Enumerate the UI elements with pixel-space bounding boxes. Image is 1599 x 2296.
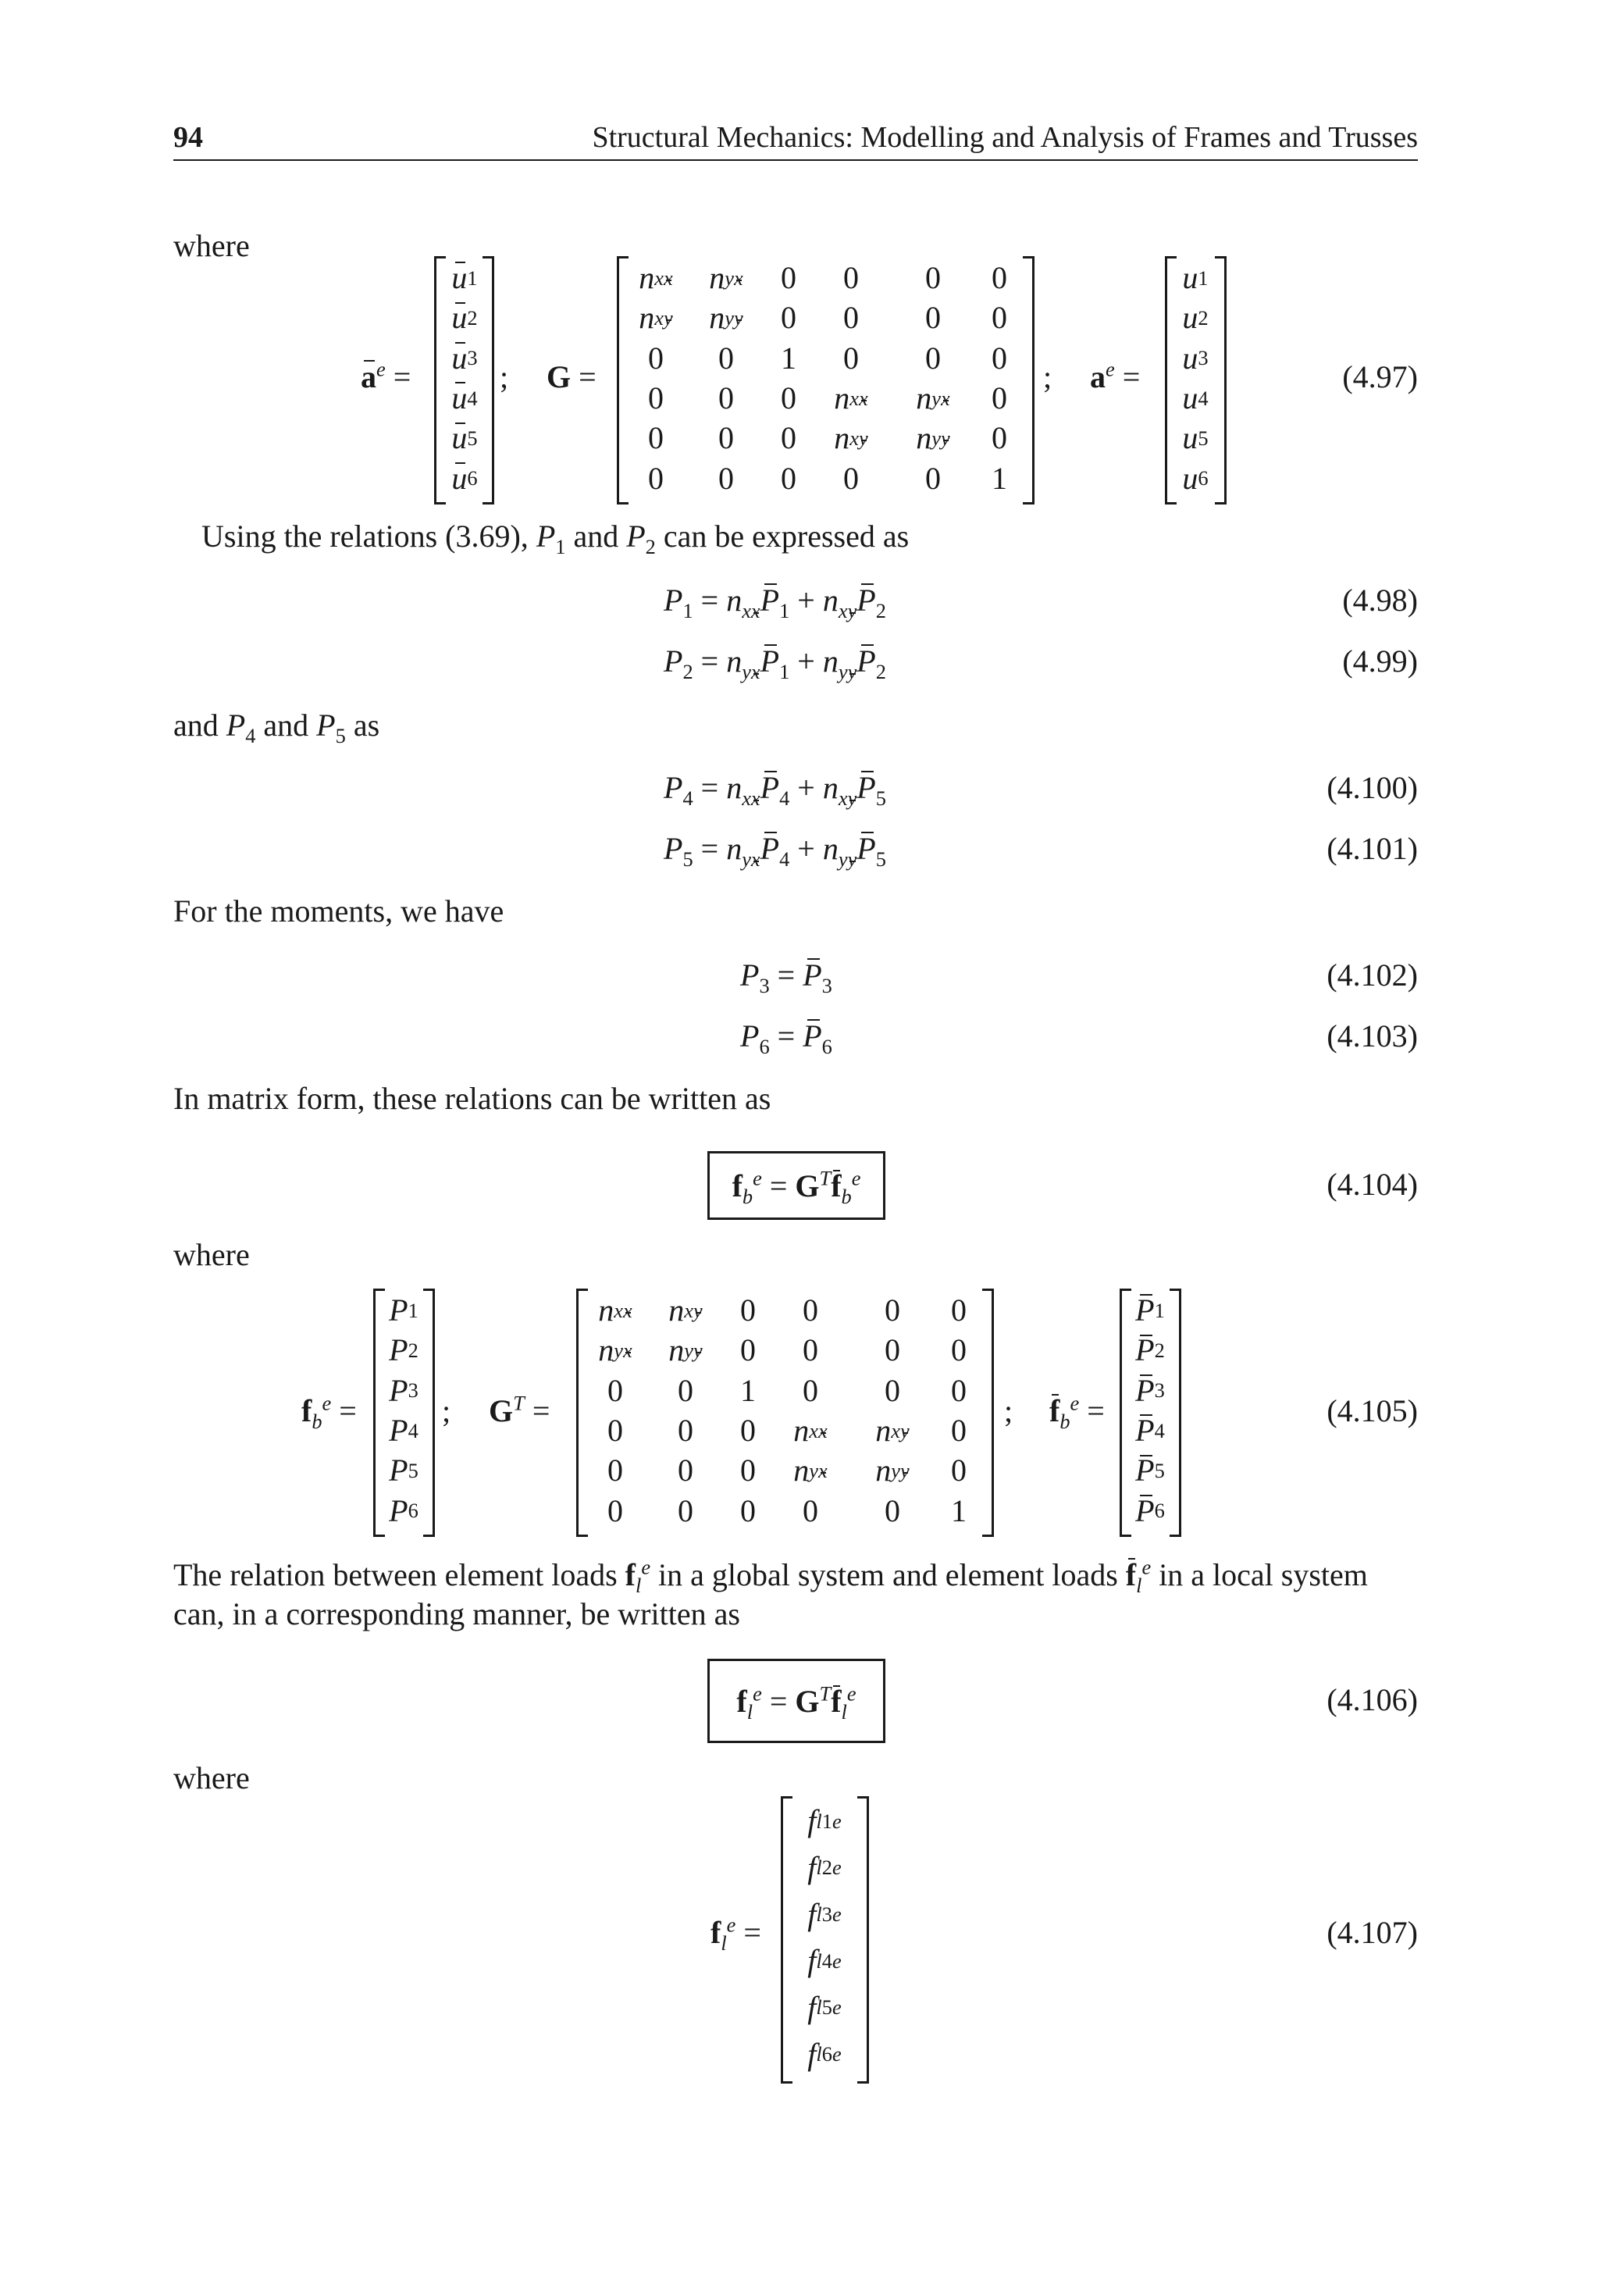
running-header [173,114,1418,161]
bracket-right [982,1289,994,1537]
equation-number: (4.97) [1342,359,1418,394]
equation-4-101: $P_5 = n_{yx}P_4 + n_{yy}P_5$ [664,831,886,871]
matrix-fbar-be: P 1 P 2 P 3 P 4 P 5 P 6 [1135,1292,1165,1528]
label-a-e: $a^e$ = [1090,357,1141,394]
text-relation-line-2: can, in a corresponding manner, be written as [173,1596,740,1631]
equation-number: (4.104) [1327,1167,1418,1202]
matrix-abar-e: u 1 u 2 u 3 u 4 u 5 u 6 [451,260,478,496]
text-matrix-form: In matrix form, these relations can be written as [173,1081,771,1116]
equation-number: (4.99) [1342,644,1418,679]
equation-number: (4.102) [1327,957,1418,993]
equation-number: (4.107) [1327,1915,1418,1950]
label-GT: $G^T$ = [489,1391,550,1428]
text-where-1: where [173,228,250,263]
equation-number: (4.98) [1342,583,1418,618]
running-title: Structural Mechanics: Modelling and Analysis of Frames and Trusses [592,121,1418,154]
matrix-fle: f l1 e f l2 e f l3 e f l4 e f l5 e f l6 e [807,1803,842,2072]
equation-number: (4.101) [1327,831,1418,866]
text-where-3: where [173,1760,250,1795]
label-fbar-be: $f_b^e$ = [1049,1391,1105,1433]
equation-number: (4.103) [1327,1018,1418,1054]
equation-4-102: $P_3 = P_3$ [740,957,832,997]
page-number: 94 [173,121,203,154]
matrix-GT: n xx n xy 0 0 0 0 n yx n yy 0 0 0 0 0 0 1 0 0 0 0 0 0 n xx n xy 0 0 0 0 n yx n yy 0 0 0 0 0 0 1 [598,1292,967,1528]
matrix-G: n xx n yx 0 0 0 0 n xy n yy 0 0 0 0 0 0 1 0 0 0 0 0 0 n xx n yx 0 0 0 0 n xy n yy 0 0 0 0 0 0 1 [639,260,1007,496]
equation-4-103: $P_6 = P_6$ [740,1018,832,1058]
label-abar-e: $a^e$ = [361,358,411,397]
equation-4-99: $P_2 = n_{yx}P_1 + n_{yy}P_2$ [664,644,886,683]
text-using-relations: Using the relations (3.69), $P_1$ and $P_2$ can be expressed as [201,519,910,558]
text-and-p4-p5: and $P_4$ and $P_5$ as [173,708,380,747]
boxed-equation-4-106: $f_l^e = G^Tf_l^e$ [707,1659,885,1743]
equation-number: (4.105) [1327,1393,1418,1428]
text-moments: For the moments, we have [173,893,504,929]
label-G: G = [547,359,597,394]
equation-4-100: $P_4 = n_{xx}P_4 + n_{xy}P_5$ [664,770,886,810]
label-fle: $f_l^e$ = [710,1913,761,1955]
text-relation-line-1: The relation between element loads $f_l^e$ in a global system and element loads $f_l^e$ in a local system [173,1555,1368,1597]
boxed-equation-4-104: $f_b^e = G^Tf_b^e$ [707,1151,885,1220]
text-where-2: where [173,1237,250,1272]
equation-number: (4.106) [1327,1682,1418,1717]
label-fbe: $f_b^e$ = [301,1391,357,1433]
matrix-a-e: u 1 u 2 u 3 u 4 u 5 u 6 [1182,260,1209,496]
equation-number: (4.100) [1327,770,1418,805]
page: 94 Structural Mechanics: Modelling and Analysis of Frames and Trusses where $a^e$ = u 1 u 2 u 3 u 4 u 5 u 6 ; G = n xx n yx 0 0 0 0 n xy n yy 0 0 0 0 0 0 1 0 0 0 0 0 0 n xx n yx 0 0 0 0 n xy n yy 0 0 0 0 0 0 1 ; $a^e$ = u 1 u 2 u 3 u 4 u 5 u 6 (4.97) Using the relations (3.69), $P_1$ and $P_2$ can be expressed as $P_1 = n_{xx}P_1 + n_{xy}P_2$ (4.98) $P_2 = n_{yx}P_1 + n_{yy}P_2$ (4.99) and $P_4$ and $P_5$ as $P_4 = n_{xx}P_4 + n_{xy}P_5$ (4.100) $P_5 = n_{yx}P_4 + n_{yy}P_5$ (4.101) For the moments, we have $P_3 = P_3$ (4.102) $P_6 = P_6$ (4.103) In matrix form, these relations can be written as $f_b^e = G^Tf_b^e$ (4.104) where $f_b^e$ = P 1 P 2 P 3 P 4 P 5 P 6 ; $G^T$ = n xx n xy 0 0 0 0 n yx n yy 0 0 0 0 0 0 1 0 0 0 0 0 0 n xx n xy 0 0 0 0 n yx n yy 0 0 0 0 0 0 1 ; $f_b^e$ = P 1 P 2 P 3 P 4 P 5 P 6 (4.105) The relation between element loads $f_l^e$ in a global system and element loads $f_l^e$ in a local system can, in a corresponding manner, be written as $f_l^e = G^Tf_l^e$ (4.106) where $f_l^e$ = f l1 e f l2 e f l3 e f l4 e f l5 e f l6 e (4.107) [0,0,1599,2296]
matrix-fbe: P 1 P 2 P 3 P 4 P 5 P 6 [389,1292,418,1528]
bracket-right [1023,256,1035,504]
equation-4-98: $P_1 = n_{xx}P_1 + n_{xy}P_2$ [664,583,886,622]
